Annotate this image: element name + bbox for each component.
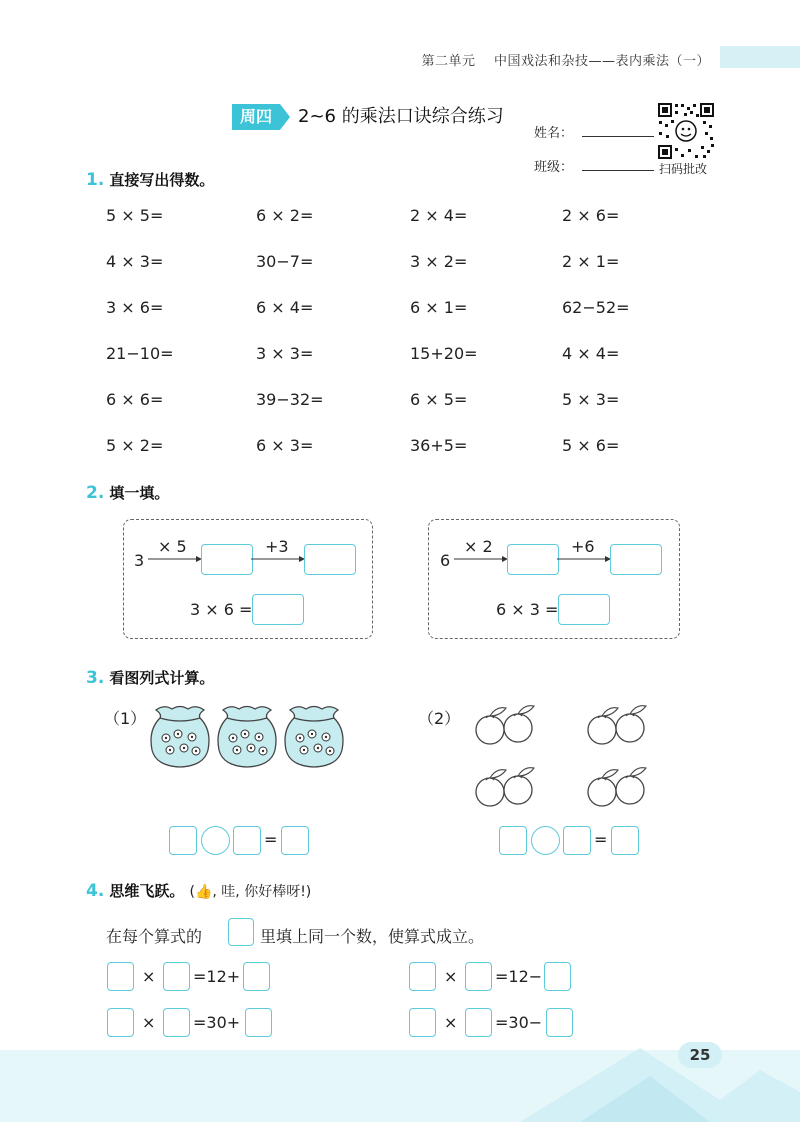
chain-right-answer[interactable] [558, 594, 610, 625]
instruction-before: 在每个算式的 [106, 927, 203, 946]
part-1-label: （1） [104, 709, 147, 728]
section-3-title: 看图列式计算。 [109, 669, 215, 687]
section-2-number: 2. [86, 483, 105, 503]
name-label: 姓名： [534, 126, 574, 141]
section-3-number: 3. [86, 668, 105, 688]
chapter-label: 中国戏法和杂技——表内乘法（一） [493, 54, 710, 69]
section-4-heading [86, 880, 311, 901]
arrow-icon [557, 553, 611, 565]
chain-right-start: 6 [440, 551, 451, 570]
leap-l2-box-b[interactable] [163, 1008, 190, 1037]
chain-left-start: 3 [134, 551, 145, 570]
chain-left-op2: +3 [265, 537, 289, 556]
candy-jar [218, 707, 276, 768]
chain-left-answer[interactable] [252, 594, 304, 625]
chain-left-box2[interactable] [304, 544, 356, 575]
leap-l1-box-c[interactable] [243, 962, 270, 991]
orange-eq-box-2[interactable] [563, 826, 591, 855]
arithmetic-item: 6 × 1= [410, 298, 468, 317]
section-4-title: 思维飞跃。 [109, 882, 185, 900]
orange-pair [476, 768, 534, 806]
arithmetic-item: 2 × 4= [410, 206, 468, 225]
arithmetic-item: 5 × 6= [562, 436, 620, 455]
leap-l2-expr: =30+ [193, 1013, 241, 1032]
orange-pair [588, 768, 646, 806]
orange-eq-sign: = [594, 830, 608, 849]
chain-right-eq: 6 × 3 = [496, 600, 559, 619]
orange-eq-result[interactable] [611, 826, 639, 855]
leap-r2-expr: =30− [495, 1013, 543, 1032]
arithmetic-item: 3 × 2= [410, 252, 468, 271]
orange-pair [476, 706, 534, 744]
chain-right-box1[interactable] [507, 544, 559, 575]
times-sign: × [444, 1013, 458, 1032]
section-2-heading [86, 482, 169, 503]
arithmetic-item: 39−32= [256, 390, 324, 409]
candy-jar [285, 707, 343, 768]
week-badge: 周四 [232, 104, 280, 130]
chain-right-op2: +6 [571, 537, 595, 556]
jar-eq-result[interactable] [281, 826, 309, 855]
chapter-header [421, 50, 710, 69]
leap-r1-box-a[interactable] [409, 962, 436, 991]
arithmetic-item: 6 × 2= [256, 206, 314, 225]
instruction-box-sample [228, 918, 254, 946]
arithmetic-item: 6 × 6= [106, 390, 164, 409]
leap-l2-box-a[interactable] [107, 1008, 134, 1037]
orange-eq-operator[interactable] [531, 826, 560, 855]
section-2-title: 填一填。 [109, 484, 170, 502]
name-field[interactable] [582, 122, 654, 137]
leap-r1-box-c[interactable] [544, 962, 571, 991]
page-title: 2~6 的乘法口诀综合练习 [298, 106, 504, 127]
praise-text: (👍, 哇, 你好棒呀!) [189, 884, 312, 900]
arithmetic-item: 5 × 5= [106, 206, 164, 225]
leap-l2-box-c[interactable] [245, 1008, 272, 1037]
arithmetic-item: 30−7= [256, 252, 314, 271]
jar-eq-box-1[interactable] [169, 826, 197, 855]
leap-r1-expr: =12− [495, 967, 543, 986]
header-band [720, 46, 800, 68]
footer-mountain-decoration [520, 1040, 800, 1122]
qr-caption: 扫码批改 [659, 162, 708, 176]
candy-jars-illustration [148, 704, 344, 770]
leap-l1-box-b[interactable] [163, 962, 190, 991]
leap-l1-box-a[interactable] [107, 962, 134, 991]
leap-r2-box-a[interactable] [409, 1008, 436, 1037]
page-number: 25 [678, 1042, 722, 1068]
section-3-heading [86, 667, 214, 688]
leap-l1-expr: =12+ [193, 967, 241, 986]
arithmetic-item: 4 × 3= [106, 252, 164, 271]
arithmetic-item: 6 × 5= [410, 390, 468, 409]
leap-r2-box-b[interactable] [465, 1008, 492, 1037]
qr-code-icon[interactable] [657, 102, 715, 160]
arithmetic-item: 6 × 3= [256, 436, 314, 455]
arithmetic-item: 3 × 6= [106, 298, 164, 317]
part-2-label: （2） [418, 709, 461, 728]
arithmetic-item: 5 × 2= [106, 436, 164, 455]
arrow-icon [454, 553, 508, 565]
arithmetic-item: 4 × 4= [562, 344, 620, 363]
section-1-title: 直接写出得数。 [109, 171, 215, 189]
arithmetic-item: 5 × 3= [562, 390, 620, 409]
oranges-illustration [470, 702, 665, 818]
orange-eq-box-1[interactable] [499, 826, 527, 855]
jar-eq-operator[interactable] [201, 826, 230, 855]
arithmetic-item: 21−10= [106, 344, 174, 363]
chain-right-box2[interactable] [610, 544, 662, 575]
times-sign: × [444, 967, 458, 986]
chain-right-op1: × 2 [464, 537, 493, 556]
leap-r2-box-c[interactable] [546, 1008, 573, 1037]
unit-label: 第二单元 [421, 54, 476, 69]
times-sign: × [142, 1013, 156, 1032]
section-1-number: 1. [86, 170, 105, 190]
arithmetic-item: 62−52= [562, 298, 630, 317]
jar-eq-sign: = [264, 830, 278, 849]
chain-left-op1: × 5 [158, 537, 187, 556]
section-1-heading [86, 169, 214, 190]
section-4-number: 4. [86, 881, 105, 901]
jar-eq-box-2[interactable] [233, 826, 261, 855]
chain-left-eq: 3 × 6 = [190, 600, 253, 619]
arithmetic-item: 2 × 6= [562, 206, 620, 225]
leap-r1-box-b[interactable] [465, 962, 492, 991]
arrow-icon [251, 553, 305, 565]
class-field[interactable] [582, 156, 654, 171]
arithmetic-item: 3 × 3= [256, 344, 314, 363]
arithmetic-item: 6 × 4= [256, 298, 314, 317]
candy-jar [151, 707, 209, 768]
instruction-after: 里填上同一个数，使算式成立。 [260, 927, 485, 946]
times-sign: × [142, 967, 156, 986]
arrow-icon [148, 553, 202, 565]
arithmetic-item: 36+5= [410, 436, 468, 455]
week-badge-arrow [280, 104, 290, 130]
chain-left-box1[interactable] [201, 544, 253, 575]
arithmetic-item: 15+20= [410, 344, 478, 363]
orange-pair [588, 706, 646, 744]
arithmetic-item: 2 × 1= [562, 252, 620, 271]
class-label: 班级： [534, 160, 574, 175]
